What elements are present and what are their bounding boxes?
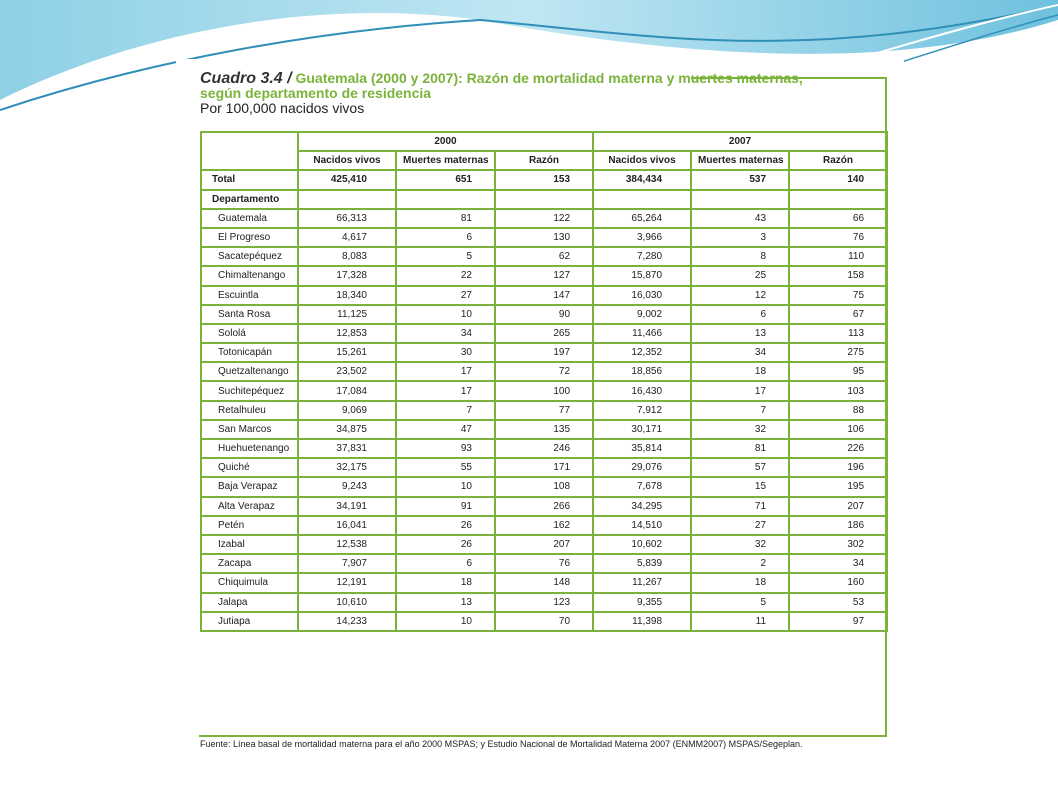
table-cell: 23,502 xyxy=(298,362,396,381)
table-cell: 3,966 xyxy=(593,228,691,247)
table-cell: 246 xyxy=(495,439,593,458)
table-cell: 130 xyxy=(495,228,593,247)
table-cell: 18 xyxy=(691,362,789,381)
table-cell: 113 xyxy=(789,324,887,343)
table-cell: 12,191 xyxy=(298,573,396,592)
table-cell: 7,280 xyxy=(593,247,691,266)
table-cell: 97 xyxy=(789,612,887,631)
table-cell: 10,602 xyxy=(593,535,691,554)
table-cell: 91 xyxy=(396,497,495,516)
table-cell: 77 xyxy=(495,401,593,420)
table-cell: 7,912 xyxy=(593,401,691,420)
table-cell: 95 xyxy=(789,362,887,381)
table-cell: 34,295 xyxy=(593,497,691,516)
department-name: Totonicapán xyxy=(201,343,298,362)
table-cell: 127 xyxy=(495,266,593,285)
table-cell: 7 xyxy=(691,401,789,420)
table-cell: 67 xyxy=(789,305,887,324)
table-cell: 186 xyxy=(789,516,887,535)
table-row xyxy=(201,420,887,439)
table-cell: 123 xyxy=(495,593,593,612)
table-cell: 162 xyxy=(495,516,593,535)
table-cell: 55 xyxy=(396,458,495,477)
source-note: Fuente: Línea basal de mortalidad materna para el año 2000 MSPAS; y Estudio Nacional de Mortalidad Materna 2007 (ENMM2007) MSPAS/Segeplan. xyxy=(200,739,803,749)
caption-title-line-2: según departamento de residencia xyxy=(200,85,432,101)
table-cell: 153 xyxy=(495,170,593,189)
table-row xyxy=(201,209,887,228)
table-cell: 9,243 xyxy=(298,477,396,496)
department-name: Chiquimula xyxy=(201,573,298,592)
table-cell: 11 xyxy=(691,612,789,631)
column-header-row xyxy=(201,151,887,170)
table-row xyxy=(201,381,887,400)
table-cell: 12 xyxy=(691,286,789,305)
department-name: Baja Verapaz xyxy=(201,477,298,496)
table-cell: 11,267 xyxy=(593,573,691,592)
department-name: Zacapa xyxy=(201,554,298,573)
table-cell: 13 xyxy=(691,324,789,343)
department-name: San Marcos xyxy=(201,420,298,439)
table-cell: 11,466 xyxy=(593,324,691,343)
table-cell: 160 xyxy=(789,573,887,592)
table-cell: 4,617 xyxy=(298,228,396,247)
table-cell: 29,076 xyxy=(593,458,691,477)
table-cell: 135 xyxy=(495,420,593,439)
section-row xyxy=(201,190,887,209)
department-name: Retalhuleu xyxy=(201,401,298,420)
table-cell: 15,870 xyxy=(593,266,691,285)
department-name: Jalapa xyxy=(201,593,298,612)
table-cell: 16,041 xyxy=(298,516,396,535)
table-cell: 11,398 xyxy=(593,612,691,631)
table-cell: 12,352 xyxy=(593,343,691,362)
table-cell: 2 xyxy=(691,554,789,573)
department-name: Jutiapa xyxy=(201,612,298,631)
table-row xyxy=(201,497,887,516)
department-name: Suchitepéquez xyxy=(201,381,298,400)
table-cell: 18,856 xyxy=(593,362,691,381)
table-cell: 302 xyxy=(789,535,887,554)
table-row xyxy=(201,439,887,458)
caption-subtitle: Por 100,000 nacidos vivos xyxy=(200,100,365,116)
table-cell: 9,002 xyxy=(593,305,691,324)
table-cell xyxy=(789,190,887,209)
table-cell: 266 xyxy=(495,497,593,516)
table-cell: 17 xyxy=(396,362,495,381)
table-cell: 207 xyxy=(789,497,887,516)
column-header: Razón xyxy=(495,151,593,170)
table-cell: 6 xyxy=(691,305,789,324)
total-label: Total xyxy=(201,170,298,189)
department-name: Sacatepéquez xyxy=(201,247,298,266)
table-cell: 195 xyxy=(789,477,887,496)
table-cell: 47 xyxy=(396,420,495,439)
table-row xyxy=(201,247,887,266)
total-row xyxy=(201,170,887,189)
table-cell: 15 xyxy=(691,477,789,496)
table-cell: 27 xyxy=(396,286,495,305)
table-cell: 90 xyxy=(495,305,593,324)
table-cell: 34,191 xyxy=(298,497,396,516)
table-cell: 15,261 xyxy=(298,343,396,362)
table-row xyxy=(201,573,887,592)
table-cell xyxy=(298,190,396,209)
table-cell: 34 xyxy=(789,554,887,573)
table-cell: 76 xyxy=(495,554,593,573)
table-cell: 16,430 xyxy=(593,381,691,400)
table-cell: 81 xyxy=(396,209,495,228)
table-cell: 226 xyxy=(789,439,887,458)
table-cell: 5 xyxy=(396,247,495,266)
table-cell: 37,831 xyxy=(298,439,396,458)
table-cell: 30 xyxy=(396,343,495,362)
table-row xyxy=(201,305,887,324)
table-cell: 22 xyxy=(396,266,495,285)
department-name: Quiché xyxy=(201,458,298,477)
department-name: Sololá xyxy=(201,324,298,343)
table-cell: 108 xyxy=(495,477,593,496)
table-cell: 7 xyxy=(396,401,495,420)
department-name: Alta Verapaz xyxy=(201,497,298,516)
table-cell: 147 xyxy=(495,286,593,305)
table-cell: 651 xyxy=(396,170,495,189)
column-header: Nacidos vivos xyxy=(298,151,396,170)
department-name: Petén xyxy=(201,516,298,535)
caption-title: Guatemala (2000 y 2007): Razón de mortalidad materna y muertes maternas, xyxy=(291,70,803,86)
mortality-table xyxy=(200,131,888,632)
table-cell: 6 xyxy=(396,554,495,573)
table-cell: 65,264 xyxy=(593,209,691,228)
table-cell: 76 xyxy=(789,228,887,247)
table-cell: 18 xyxy=(691,573,789,592)
department-name: Santa Rosa xyxy=(201,305,298,324)
table-cell: 88 xyxy=(789,401,887,420)
column-header: Razón xyxy=(789,151,887,170)
table-row xyxy=(201,535,887,554)
table-cell: 140 xyxy=(789,170,887,189)
section-label: Departamento xyxy=(201,190,298,209)
table-cell: 71 xyxy=(691,497,789,516)
column-header: Nacidos vivos xyxy=(593,151,691,170)
table-cell: 32 xyxy=(691,535,789,554)
table-cell: 14,510 xyxy=(593,516,691,535)
table-cell: 9,069 xyxy=(298,401,396,420)
table-cell: 265 xyxy=(495,324,593,343)
table-cell: 93 xyxy=(396,439,495,458)
table-cell: 11,125 xyxy=(298,305,396,324)
table-cell: 35,814 xyxy=(593,439,691,458)
year-header-2007: 2007 xyxy=(593,132,887,151)
table-cell: 17 xyxy=(396,381,495,400)
table-cell: 7,678 xyxy=(593,477,691,496)
table-cell: 10 xyxy=(396,305,495,324)
table-row xyxy=(201,401,887,420)
table-cell: 158 xyxy=(789,266,887,285)
table-cell: 70 xyxy=(495,612,593,631)
table-cell: 81 xyxy=(691,439,789,458)
table-row xyxy=(201,324,887,343)
table-cell: 43 xyxy=(691,209,789,228)
table-cell: 75 xyxy=(789,286,887,305)
table-cell: 8 xyxy=(691,247,789,266)
table-cell: 13 xyxy=(396,593,495,612)
table-cell: 10 xyxy=(396,477,495,496)
table-cell: 12,538 xyxy=(298,535,396,554)
department-name: Huehuetenango xyxy=(201,439,298,458)
table-cell: 32,175 xyxy=(298,458,396,477)
table-row xyxy=(201,612,887,631)
table-cell: 9,355 xyxy=(593,593,691,612)
table-cell: 62 xyxy=(495,247,593,266)
table-cell: 17,328 xyxy=(298,266,396,285)
corner-cell xyxy=(201,132,298,170)
department-name: Quetzaltenango xyxy=(201,362,298,381)
year-header-2000: 2000 xyxy=(298,132,593,151)
table-cell: 25 xyxy=(691,266,789,285)
year-header-row xyxy=(201,132,887,151)
table-cell: 3 xyxy=(691,228,789,247)
table-cell: 196 xyxy=(789,458,887,477)
table-cell: 26 xyxy=(396,535,495,554)
table-cell: 5,839 xyxy=(593,554,691,573)
department-name: Chimaltenango xyxy=(201,266,298,285)
table-cell: 34,875 xyxy=(298,420,396,439)
table-cell: 10 xyxy=(396,612,495,631)
table-row xyxy=(201,477,887,496)
table-cell: 384,434 xyxy=(593,170,691,189)
table-row xyxy=(201,554,887,573)
table-row xyxy=(201,362,887,381)
department-name: El Progreso xyxy=(201,228,298,247)
table-cell: 8,083 xyxy=(298,247,396,266)
table-cell: 27 xyxy=(691,516,789,535)
table-cell: 17,084 xyxy=(298,381,396,400)
table-cell: 537 xyxy=(691,170,789,189)
table-cell: 34 xyxy=(396,324,495,343)
department-name: Escuintla xyxy=(201,286,298,305)
column-header: Muertes maternas xyxy=(691,151,789,170)
table-cell: 66 xyxy=(789,209,887,228)
table-row xyxy=(201,286,887,305)
column-header: Muertes maternas xyxy=(396,151,495,170)
table-cell: 18 xyxy=(396,573,495,592)
table-row xyxy=(201,593,887,612)
table-cell: 12,853 xyxy=(298,324,396,343)
table-cell: 18,340 xyxy=(298,286,396,305)
table-cell xyxy=(691,190,789,209)
table-cell: 171 xyxy=(495,458,593,477)
table-cell: 34 xyxy=(691,343,789,362)
table-cell: 30,171 xyxy=(593,420,691,439)
table-cell: 72 xyxy=(495,362,593,381)
table-cell: 10,610 xyxy=(298,593,396,612)
table-cell: 57 xyxy=(691,458,789,477)
table-cell: 197 xyxy=(495,343,593,362)
table-cell: 17 xyxy=(691,381,789,400)
department-name: Guatemala xyxy=(201,209,298,228)
table-cell: 425,410 xyxy=(298,170,396,189)
table-cell xyxy=(593,190,691,209)
table-cell: 6 xyxy=(396,228,495,247)
table-cell: 53 xyxy=(789,593,887,612)
table-cell: 66,313 xyxy=(298,209,396,228)
table-cell: 26 xyxy=(396,516,495,535)
table-cell: 207 xyxy=(495,535,593,554)
table-row xyxy=(201,516,887,535)
table-cell: 275 xyxy=(789,343,887,362)
table-cell: 148 xyxy=(495,573,593,592)
table-row xyxy=(201,228,887,247)
table-cell: 122 xyxy=(495,209,593,228)
table-row xyxy=(201,343,887,362)
caption-number: Cuadro 3.4 / xyxy=(200,70,292,87)
department-name: Izabal xyxy=(201,535,298,554)
table-row xyxy=(201,458,887,477)
table-cell: 14,233 xyxy=(298,612,396,631)
table-cell xyxy=(495,190,593,209)
table-cell: 110 xyxy=(789,247,887,266)
table-cell: 100 xyxy=(495,381,593,400)
table-cell: 32 xyxy=(691,420,789,439)
table-cell: 103 xyxy=(789,381,887,400)
table-cell: 7,907 xyxy=(298,554,396,573)
table-cell: 5 xyxy=(691,593,789,612)
table-row xyxy=(201,266,887,285)
table-cell: 16,030 xyxy=(593,286,691,305)
table-cell xyxy=(396,190,495,209)
table-cell: 106 xyxy=(789,420,887,439)
